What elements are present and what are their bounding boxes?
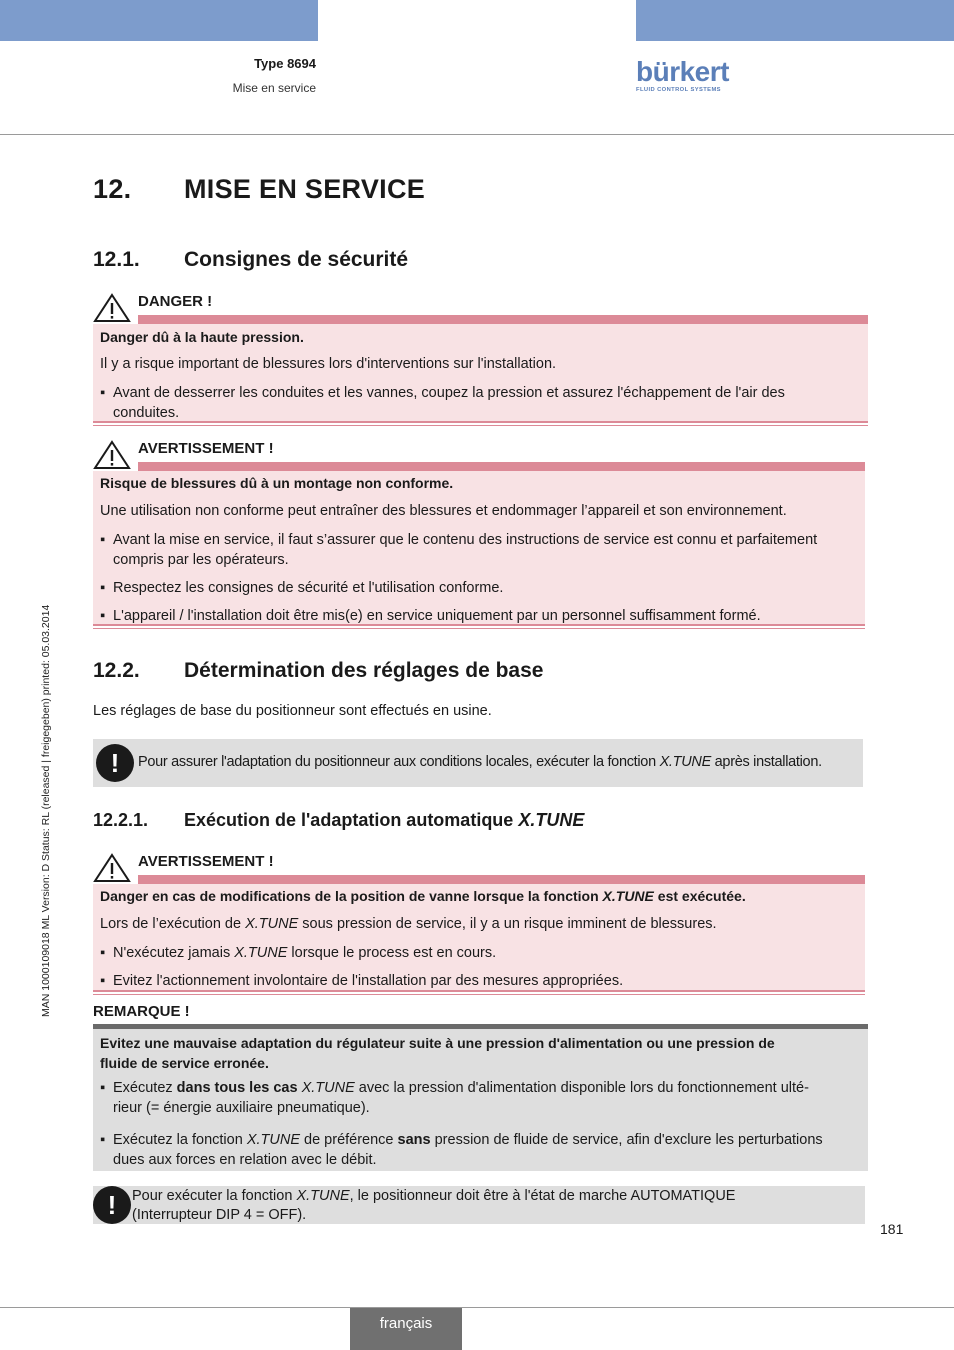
- danger-line: Il y a risque important de blessures lors d'interventions sur l'installation.: [100, 356, 557, 372]
- doc-section: Mise en service: [232, 81, 316, 95]
- danger-bar: [138, 315, 868, 324]
- section-title: Consignes de sécurité: [184, 248, 409, 271]
- note-box: [93, 739, 863, 787]
- section-heading-12-2: [93, 659, 543, 683]
- doc-type: Type 8694: [254, 56, 316, 71]
- note-box: [93, 1186, 865, 1224]
- subsection-title-em: X.TUNE: [518, 810, 585, 830]
- note-text: Pour assurer l'adaptation du positionneur aux conditions locales, exécuter la fonction X.TUNE après installation.: [138, 754, 822, 770]
- warning-bar: [138, 875, 865, 884]
- exclamation-icon: !: [96, 744, 134, 782]
- warning-line: Lors de l’exécution de X.TUNE sous pression de service, il y a un risque imminent de blessures.: [100, 916, 717, 932]
- burkert-logo: [636, 58, 736, 96]
- danger-lead: Danger dû à la haute pression.: [100, 329, 304, 345]
- warning-bar: [138, 462, 865, 471]
- section-intro: Les réglages de base du positionneur sont effectués en usine.: [93, 703, 492, 719]
- warning-triangle-icon: [93, 440, 131, 470]
- list-item-text: L'appareil / l'installation doit être mis(e) en service uniquement par un personnel suffisamment formé.: [113, 608, 761, 624]
- warning-triangle-icon: [93, 853, 131, 883]
- subsection-heading-12-2-1: [93, 810, 584, 831]
- note-text: Pour exécuter la fonction X.TUNE, le positionneur doit être à l'état de marche AUTOMATIQUE (Interrupteur DIP 4 = OFF).: [132, 1188, 736, 1223]
- section-heading-12-1: [93, 248, 408, 272]
- list-item-text: N'exécutez jamais X.TUNE lorsque le process est en cours.: [113, 945, 497, 961]
- logo-wordmark: bürkert: [636, 56, 729, 87]
- footer-divider: [0, 1307, 954, 1308]
- header-band-right: [636, 0, 954, 41]
- danger-box: Danger dû à la haute pression. Il y a risque important de blessures lors d'interventions sur l'installation. ▪ Avant de desserrer les conduites et les vannes, coupez la pression et assurez l'échappement de l'air des conduites.: [93, 324, 868, 423]
- warning-triangle-icon: [93, 293, 131, 323]
- remark-lead: Evitez une mauvaise adaptation du régulateur suite à une pression d'alimentation ou une pression de fluide de service erronée.: [100, 1035, 775, 1071]
- list-item-text: Avant de desserrer les conduites et les vannes, coupez la pression et assurez l'échappement de l'air des conduites.: [113, 385, 785, 421]
- side-print-info: MAN 1000109018 ML Version: D Status: RL (released | freigegeben) printed: 05.03.2014: [40, 604, 52, 1017]
- warning-lead: Danger en cas de modifications de la position de vanne lorsque la fonction X.TUNE est exécutée.: [100, 888, 746, 904]
- subsection-title: Exécution de l'adaptation automatique: [184, 810, 519, 830]
- warning-line: Une utilisation non conforme peut entraîner des blessures et endommager l’appareil et son environnement.: [100, 503, 787, 519]
- exclamation-icon: !: [93, 1186, 131, 1224]
- warning-lead: Risque de blessures dû à un montage non conforme.: [100, 475, 454, 491]
- chapter-title: MISE EN SERVICE: [184, 174, 426, 204]
- section-number: 12.2.: [93, 659, 140, 682]
- warning-title: AVERTISSEMENT !: [138, 853, 274, 870]
- warning-title: AVERTISSEMENT !: [138, 440, 274, 457]
- remark-title: REMARQUE !: [93, 1003, 190, 1020]
- list-item-text: Respectez les consignes de sécurité et l'utilisation conforme.: [113, 580, 504, 596]
- section-title: Détermination des réglages de base: [184, 659, 544, 682]
- chapter-number: 12.: [93, 174, 132, 204]
- page-number: 181: [880, 1221, 904, 1237]
- subsection-number: 12.2.1.: [93, 810, 149, 830]
- list-item-text: Avant la mise en service, il faut s’assurer que le contenu des instructions de service est connu et parfaitement compris par les opérateurs.: [113, 532, 818, 568]
- chapter-heading: [93, 174, 425, 205]
- logo-tagline: FLUID CONTROL SYSTEMS: [636, 87, 721, 93]
- remark-box: Evitez une mauvaise adaptation du régulateur suite à une pression d'alimentation ou une pression de fluide de service erronée. ▪ Exécutez dans tous les cas X.TUNE avec la pression d'alimentation disponible lors du fonctionnement ulté- rieur (= énergie auxiliaire pneumatique). ▪ Exécutez la fonction X.TUNE de préférence sans pression de fluide de service, afin d'exclure les perturbations dues aux forces en relation avec le débit.: [93, 1029, 868, 1171]
- list-item-text: Evitez l'actionnement involontaire de l'installation par des mesures appropriées.: [113, 973, 624, 989]
- warning-box: Risque de blessures dû à un montage non conforme. Une utilisation non conforme peut entraîner des blessures et endommager l’appareil et son environnement. ▪ Avant la mise en service, il faut s’assurer que le contenu des instructions de service est connu et parfaitement compris par les opérateurs. ▪ Respectez les consignes de sécurité et l'utilisation conforme. ▪ L'appareil / l'installation doit être mis(e) en service uniquement par un personnel suffisamment formé.: [93, 471, 865, 626]
- header-divider: [0, 134, 954, 135]
- list-item-text: Exécutez la fonction X.TUNE de préférence sans pression de fluide de service, afin d'exclure les perturbations dues aux forces en relation avec le débit.: [113, 1132, 823, 1168]
- danger-title: DANGER !: [138, 293, 213, 310]
- header-band-left: [0, 0, 318, 41]
- list-item-text: Exécutez dans tous les cas X.TUNE avec la pression d'alimentation disponible lors du fonctionnement ulté- rieur (= énergie auxiliaire pneumatique).: [113, 1080, 809, 1116]
- language-tab: français: [350, 1308, 462, 1350]
- warning-box: Danger en cas de modifications de la position de vanne lorsque la fonction X.TUNE est exécutée. Lors de l’exécution de X.TUNE sous pression de service, il y a un risque imminent de blessures. ▪ N'exécutez jamais X.TUNE lorsque le process est en cours. ▪ Evitez l'actionnement involontaire de l'installation par des mesures appropriées.: [93, 884, 865, 992]
- section-number: 12.1.: [93, 248, 140, 271]
